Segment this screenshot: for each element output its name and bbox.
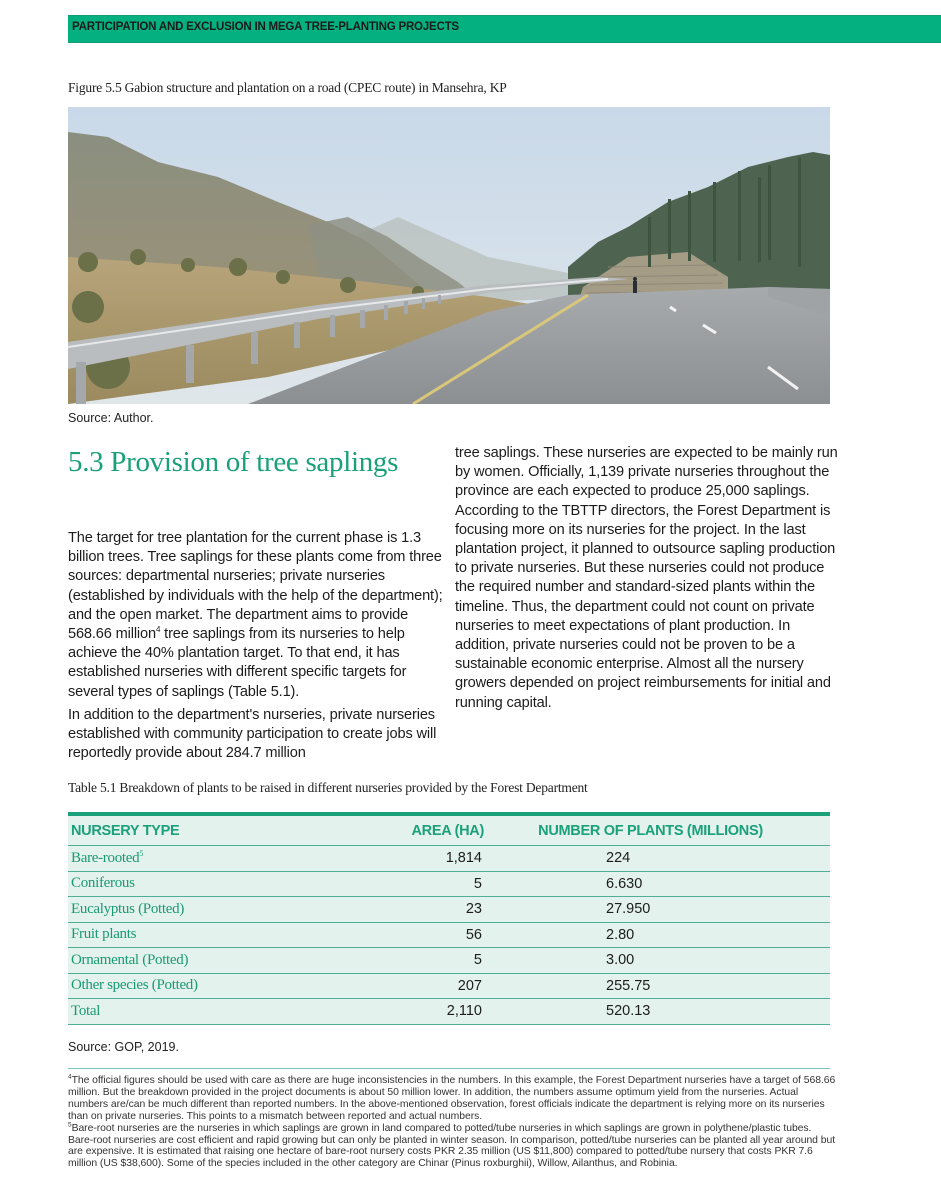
paragraph-text: The target for tree plantation for the current phase is 1.3 billion trees. Tree saplings for these plants come from three sources: departmental nurseries; private nurseries (established by individuals with the help of the department); and the open market. The department aims to provide 568.66 million [68,530,443,643]
footnote-number: 5 [68,1121,72,1129]
column-header-nursery-type: NURSERY TYPE [68,814,303,846]
body-paragraph-1 [68,529,453,702]
nursery-table [68,812,830,1025]
cell-area: 5 [303,948,498,974]
table-row [68,948,830,974]
footnote-text: Bare-root nurseries are the nurseries in which saplings are grown in land compared to potted/tube nurseries in which saplings are grown in polythene/plastic tubes. Bare-root nurseries are cost efficient and rapid growing but can only be planted in winter season. In comparison, potted/tube nurseries can be planted all year around but are expensive. It is estimated that raising one hectare of bare-root nursery costs PKR 2.35 million (US $11,800) compared to potted/tube nursery that costs PKR 7.6 million (US $38,600). Some of the species included in the other category are Chinar (Pinus roxburghii), Willow, Ailanthus, and Robinia. [68,1122,836,1170]
cell-nursery-type: Coniferous [68,871,303,897]
footnote-4 [68,1075,838,1123]
cell-nursery-type: Fruit plants [68,922,303,948]
cell-plants: 255.75 [498,973,830,999]
footnote-number: 4 [68,1073,72,1081]
body-paragraph-2: In addition to the department's nurseries, private nurseries established with community participation to create jobs will reportedly provide about 284.7 million [68,707,437,762]
section-heading: 5.3 Provision of tree saplings [68,446,399,478]
table-row [68,871,830,897]
figure-caption: Figure 5.5 Gabion structure and plantation on a road (CPEC route) in Mansehra, KP [68,80,507,95]
body-paragraph-3: tree saplings. These nurseries are expected to be mainly run by women. Officially, 1,139 private nurseries throughout the province are each expected to produce 25,000 saplings. According to the TBTTP directors, the Forest Department is focusing more on its nurseries for the project. In the last plantation project, it planned to outsource sapling production to private nurseries. But these nurseries could not produce the required number and standard-sized plants within the timeline. Thus, the department could not count on private nurseries to meet expectations of plant production. In addition, private nurseries could not be proven to be a sustainable economic enterprise. Almost all the nursery growers depended on project reimbursements for initial and running capital. [455,445,838,711]
column-header-plants: NUMBER OF PLANTS (MILLIONS) [498,814,830,846]
cell-plants: 3.00 [498,948,830,974]
footnote-ref-4[interactable]: 4 [155,625,161,635]
footnote-5 [68,1123,838,1171]
table-source: Source: GOP, 2019. [68,1040,179,1054]
cell-plants: 224 [498,846,830,872]
table-total-row [68,999,830,1025]
cell-nursery-type: Bare-rooted$^5$ [68,846,303,872]
figure-source: Source: Author. [68,411,154,425]
table-row [68,973,830,999]
running-header-band [68,15,941,43]
cell-nursery-type: Other species (Potted) [68,973,303,999]
cell-area: 5 [303,871,498,897]
paragraph-text: tree saplings from its nurseries to help achieve the 40% plantation target. To that end, it has established nurseries with different specific targets for several types of saplings (Table 5.1). [68,626,407,700]
road-landscape-illustration [68,107,830,404]
table-header-row [68,814,830,846]
cell-area: 23 [303,897,498,923]
footnotes [68,1075,838,1170]
figure-photo [68,107,830,404]
table-row [68,897,830,923]
running-header-title: PARTICIPATION AND EXCLUSION IN MEGA TREE-PLANTING PROJECTS [72,21,459,33]
cell-area: 56 [303,922,498,948]
footnote-ref-5[interactable]: 5 [139,848,144,858]
cell-area: 2,110 [303,999,498,1025]
table-row [68,922,830,948]
cell-plants: 27.950 [498,897,830,923]
column-header-area: AREA (HA) [303,814,498,846]
footnote-divider [68,1068,830,1069]
cell-area: 207 [303,973,498,999]
cell-nursery-type: Ornamental (Potted) [68,948,303,974]
cell-area: 1,814 [303,846,498,872]
footnote-text: The official figures should be used with care as there are huge inconsistencies in the numbers. In this example, the Forest Department nurseries have a target of 568.66 million. But the breakdown provided in the project documents is about 50 million lower. In addition, the numbers assume optimum yield from the nurseries. Actual numbers are/can be much different than reported numbers. In the above-mentioned observation, forest officials indicate the department is relying more on its nurseries than on private nurseries. This points to a mismatch between reported and actual numbers. [68,1075,836,1122]
cell-plants: 2.80 [498,922,830,948]
cell-nursery-type: Total [68,999,303,1025]
table-caption: Table 5.1 Breakdown of plants to be raised in different nurseries provided by the Forest Department [68,780,588,795]
cell-nursery-type: Eucalyptus (Potted) [68,897,303,923]
cell-plants: 520.13 [498,999,830,1025]
cell-plants: 6.630 [498,871,830,897]
table-row [68,846,830,872]
